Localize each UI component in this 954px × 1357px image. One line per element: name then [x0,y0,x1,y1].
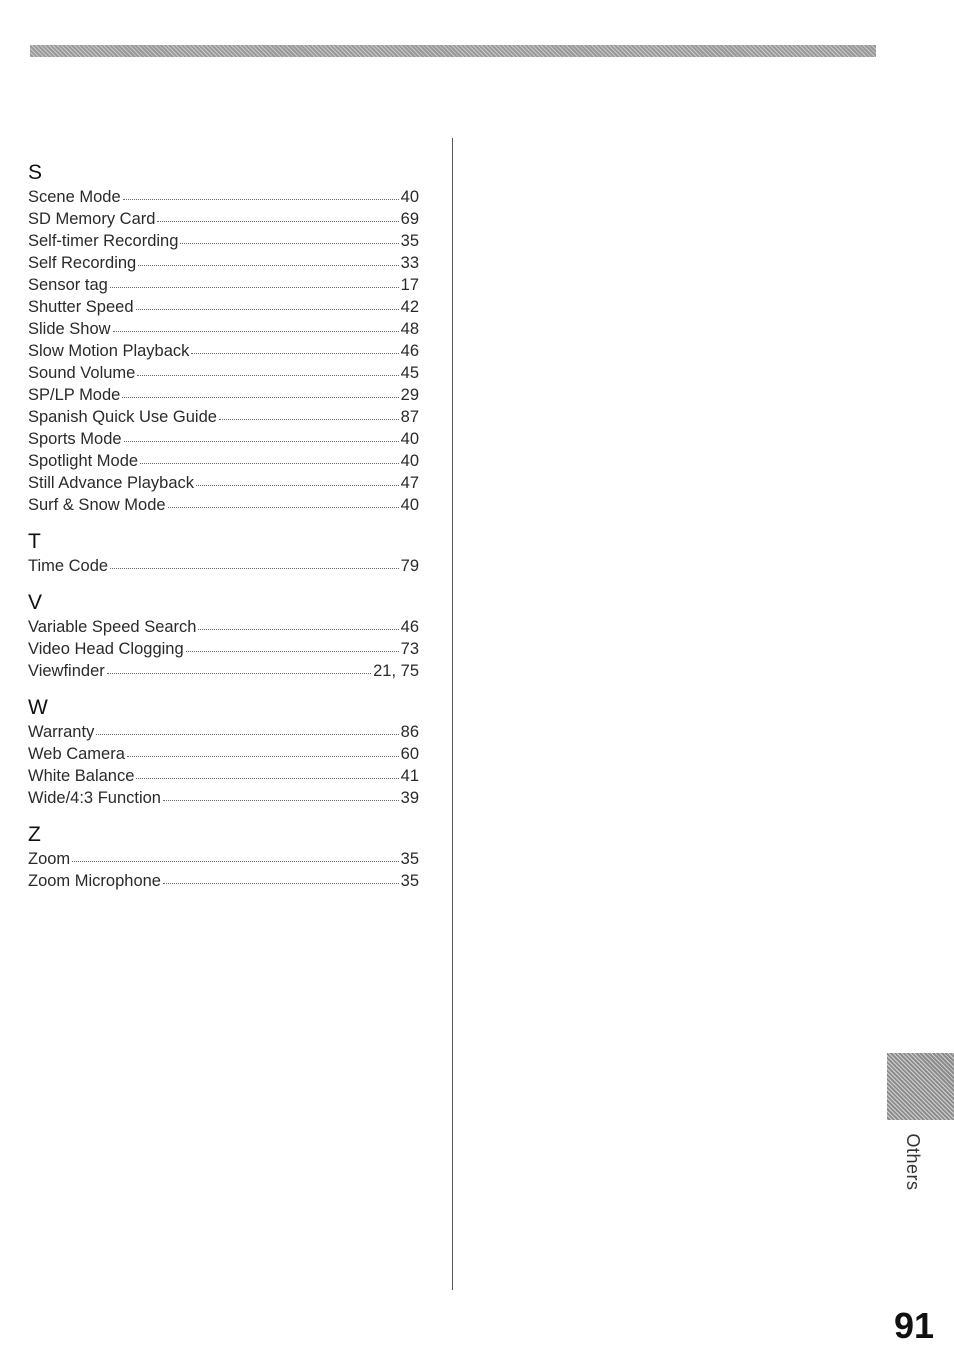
entry-page: 46 [400,342,419,360]
entry-page: 40 [400,188,419,206]
index-entry [28,616,419,638]
entry-label: Shutter Speed [28,298,134,316]
entry-label: Self Recording [28,254,137,272]
entry-page: 41 [400,767,419,785]
section-tab-label: Others [903,1133,923,1191]
dot-leader [122,397,398,398]
entry-label: Spotlight Mode [28,452,139,470]
entry-page: 35 [400,872,419,890]
dot-leader [186,651,399,652]
entry-label: Time Code [28,557,109,575]
index-entry [28,450,419,472]
entry-page: 79 [400,557,419,575]
index-entry [28,848,419,870]
index-entry [28,296,419,318]
index-section-w [28,695,419,809]
entry-page: 46 [400,618,419,636]
index-entry [28,186,419,208]
dot-leader [138,265,398,266]
entry-label: Slow Motion Playback [28,342,190,360]
entry-page: 45 [400,364,419,382]
entry-page: 21, 75 [373,662,419,680]
entry-page: 42 [400,298,419,316]
dot-leader [168,507,399,508]
section-letter: W [28,696,48,719]
dot-leader [113,331,399,332]
dot-leader [96,734,398,735]
index-entry [28,660,419,682]
index-section-s [28,160,419,516]
section-letter: T [28,530,41,553]
dot-leader [107,673,371,674]
entry-label: Warranty [28,723,95,741]
index-entry [28,870,419,892]
dot-leader [136,778,398,779]
entry-page: 86 [400,723,419,741]
entry-page: 48 [400,320,419,338]
index-entry [28,406,419,428]
entry-page: 17 [400,276,419,294]
index-entry [28,230,419,252]
entry-label: Web Camera [28,745,125,763]
dot-leader [191,353,398,354]
dot-leader [163,800,399,801]
index-entry [28,743,419,765]
entry-page: 33 [400,254,419,272]
dot-leader [137,375,398,376]
dot-leader [163,883,399,884]
entry-page: 39 [400,789,419,807]
index-entry [28,555,419,577]
entry-label: Zoom Microphone [28,872,161,890]
entry-label: Variable Speed Search [28,618,197,636]
section-letter: Z [28,823,41,846]
entry-label: Sensor tag [28,276,108,294]
entry-label: Sports Mode [28,430,122,448]
entry-label: SD Memory Card [28,210,156,228]
index-entry [28,340,419,362]
entry-page: 40 [400,452,419,470]
dot-leader [136,309,399,310]
dot-leader [127,756,399,757]
index-entry [28,274,419,296]
index-entry [28,208,419,230]
entry-page: 40 [400,496,419,514]
entry-label: Spanish Quick Use Guide [28,408,217,426]
entry-label: Wide/4:3 Function [28,789,161,807]
entry-page: 69 [400,210,419,228]
page-number: 91 [893,1305,934,1346]
index-section-v [28,590,419,682]
dot-leader [124,441,399,442]
entry-label: Still Advance Playback [28,474,195,492]
entry-label: Self-timer Recording [28,232,179,250]
index-list [28,160,419,905]
entry-label: SP/LP Mode [28,386,121,404]
index-entry [28,252,419,274]
entry-page: 35 [400,232,419,250]
entry-label: Sound Volume [28,364,136,382]
index-entry [28,494,419,516]
entry-page: 87 [400,408,419,426]
index-entry [28,765,419,787]
index-entry [28,384,419,406]
entry-page: 35 [400,850,419,868]
column-divider [452,138,453,1290]
dot-leader [140,463,399,464]
entry-label: Viewfinder [28,662,105,680]
entry-label: Zoom [28,850,71,868]
index-entry [28,318,419,340]
dot-leader [198,629,398,630]
entry-label: Scene Mode [28,188,121,206]
entry-page: 73 [400,640,419,658]
dot-leader [110,287,399,288]
index-section-z [28,822,419,892]
dot-leader [196,485,399,486]
index-entry [28,472,419,494]
index-entry [28,721,419,743]
entry-page: 40 [400,430,419,448]
header-pattern-band [30,45,876,57]
entry-label: Surf & Snow Mode [28,496,166,514]
section-letter: S [28,161,43,184]
index-entry [28,638,419,660]
index-section-t [28,529,419,577]
entry-label: Video Head Clogging [28,640,184,658]
entry-page: 47 [400,474,419,492]
dot-leader [110,568,399,569]
entry-label: Slide Show [28,320,111,338]
dot-leader [72,861,398,862]
index-entry [28,787,419,809]
section-tab-marker [887,1053,954,1120]
index-entry [28,362,419,384]
entry-page: 29 [400,386,419,404]
entry-label: White Balance [28,767,135,785]
index-entry [28,428,419,450]
dot-leader [180,243,398,244]
dot-leader [157,221,398,222]
dot-leader [219,419,399,420]
entry-page: 60 [400,745,419,763]
section-letter: V [28,591,43,614]
dot-leader [123,199,399,200]
